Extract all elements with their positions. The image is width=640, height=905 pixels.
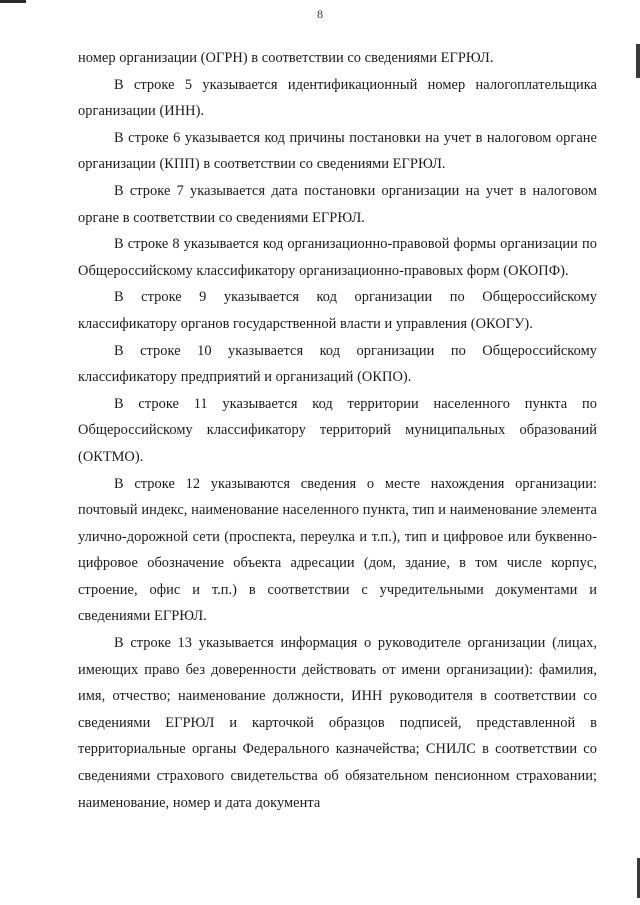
page-number: 8	[317, 7, 323, 21]
paragraph-line-12: В строке 12 указываются сведения о месте нахождения организации: почтовый индекс, наименование населенного пункта, тип и наименование элемента улично-дорожной сети (проспекта, переулка и т.п.), тип и цифровое или буквенно-цифровое обозначение объекта адресации (дом, здание, в том числе корпус, строение, офис и т.п.) в соответствии с учредительными документами и сведениями ЕГРЮЛ.	[78, 475, 597, 625]
paragraph-continuation: номер организации (ОГРН) в соответствии со сведениями ЕГРЮЛ.	[78, 50, 494, 66]
paragraph-line-5: В строке 5 указывается идентификационный номер налогоплательщика организации (ИНН).	[78, 76, 597, 120]
scan-artifact-right-top	[636, 44, 640, 78]
paragraph-line-11: В строке 11 указывается код территории населенного пункта по Общероссийскому классификатору территорий муниципальных образований (ОКТМО).	[78, 395, 597, 465]
paragraph-line-7: В строке 7 указывается дата постановки организации на учет в налоговом органе в соответствии со сведениями ЕГРЮЛ.	[78, 182, 597, 226]
document-body	[78, 45, 597, 816]
paragraph-line-6: В строке 6 указывается код причины постановки на учет в налоговом органе организации (КПП) в соответствии со сведениями ЕГРЮЛ.	[78, 129, 597, 173]
paragraph-line-9: В строке 9 указывается код организации по Общероссийскому классификатору органов государственной власти и управления (ОКОГУ).	[78, 289, 597, 332]
scan-artifact-top	[0, 0, 26, 3]
paragraph-line-8: В строке 8 указывается код организационно-правовой формы организации по Общероссийскому классификатору организационно-правовых форм (ОКОПФ).	[78, 236, 597, 279]
paragraph-line-13: В строке 13 указывается информация о руководителе организации (лицах, имеющих право без доверенности действовать от имени организации): фамилия, имя, отчество; наименование должности, ИНН руководителя в соответствии со сведениями ЕГРЮЛ и карточкой образцов подписей, представленной в территориальные органы Федерального казначейства; СНИЛС в соответствии со сведениями страхового свидетельства об обязательном пенсионном страховании; наименование, номер и дата документа	[78, 635, 597, 811]
paragraph-line-10: В строке 10 указывается код организации по Общероссийскому классификатору предприятий и организаций (ОКПО).	[78, 342, 597, 386]
